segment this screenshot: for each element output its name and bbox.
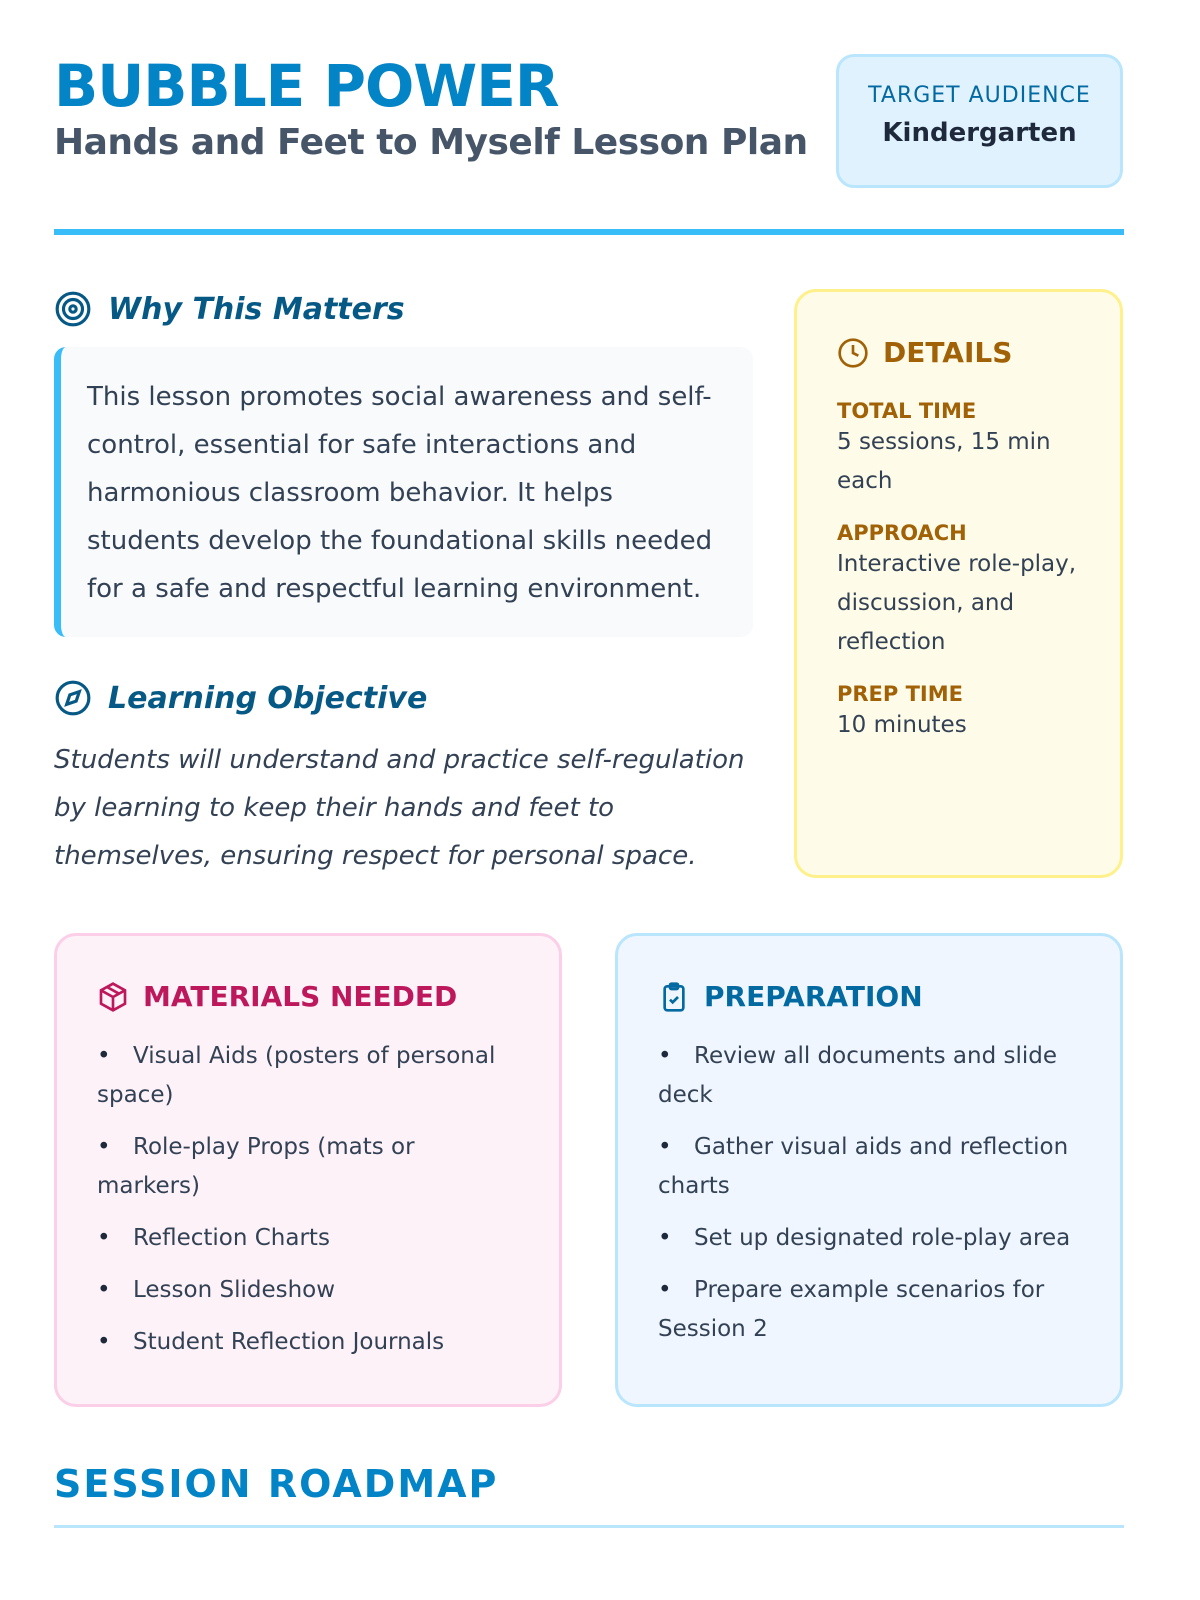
why-heading-text: Why This Matters <box>108 291 405 327</box>
materials-card <box>54 933 562 1407</box>
list-item: • Student Reflection Journals <box>97 1323 519 1362</box>
list-item: • Set up designated role-play area <box>658 1219 1080 1258</box>
objective-heading-text: Learning Objective <box>108 680 428 716</box>
list-item: • Visual Aids (posters of personal space) <box>97 1037 519 1115</box>
compass-icon <box>54 679 92 717</box>
detail-value: 5 sessions, 15 min each <box>837 429 1051 494</box>
objective-text: Students will understand and practice self-regulation by learning to keep their hands and feet to themselves, ensuring respect for personal space. <box>54 745 745 871</box>
details-heading: DETAILS <box>883 336 1013 369</box>
why-text: This lesson promotes social awareness and self-control, essential for safe interactions and harmonious classroom behavior. It helps students develop the foundational skills needed for a safe and respectful learning environment. <box>54 347 753 637</box>
roadmap-divider <box>54 1525 1124 1528</box>
target-audience-badge <box>836 54 1123 188</box>
detail-label: PREP TIME <box>837 682 963 706</box>
materials-heading: MATERIALS NEEDED <box>143 980 458 1013</box>
clock-icon <box>837 337 869 369</box>
list-item: • Reflection Charts <box>97 1219 519 1258</box>
preparation-card <box>615 933 1123 1407</box>
list-item: • Gather visual aids and reflection charts <box>658 1128 1080 1206</box>
preparation-heading: PREPARATION <box>704 980 923 1013</box>
clipboard-check-icon <box>658 981 690 1013</box>
detail-label: APPROACH <box>837 521 967 545</box>
list-item: • Review all documents and slide deck <box>658 1037 1080 1115</box>
page-title: BUBBLE POWER <box>54 52 559 120</box>
detail-value: Interactive role-play, discussion, and reflection <box>837 551 1077 655</box>
audience-label: TARGET AUDIENCE <box>868 83 1091 108</box>
roadmap-heading: SESSION ROADMAP <box>54 1462 499 1506</box>
list-item: • Lesson Slideshow <box>97 1271 519 1310</box>
list-item: • Role-play Props (mats or markers) <box>97 1128 519 1206</box>
header-divider <box>54 229 1124 235</box>
objective-heading <box>54 679 427 717</box>
why-heading <box>54 290 405 328</box>
target-icon <box>54 290 92 328</box>
page-subtitle: Hands and Feet to Myself Lesson Plan <box>54 122 808 163</box>
detail-label: TOTAL TIME <box>837 399 977 423</box>
package-icon <box>97 981 129 1013</box>
list-item: • Prepare example scenarios for Session 2 <box>658 1271 1080 1349</box>
audience-value: Kindergarten <box>882 118 1077 148</box>
details-card <box>794 289 1123 878</box>
detail-value: 10 minutes <box>837 712 967 738</box>
